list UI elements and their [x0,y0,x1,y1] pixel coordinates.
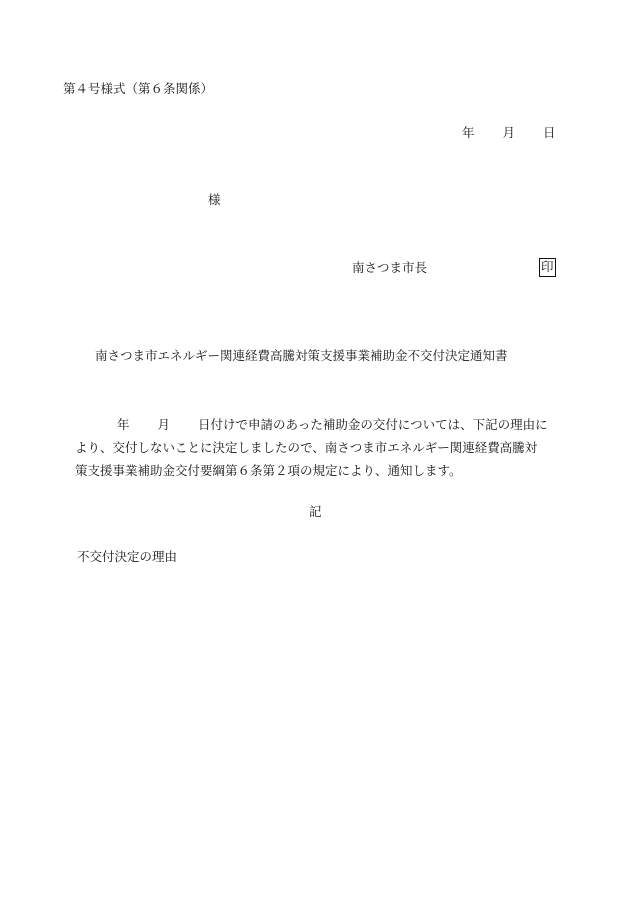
date-month: 月 [502,125,516,140]
date-line [462,127,556,140]
body-line-1-text: 日付けで申請のあった補助金の交付については、下記の理由に [198,417,548,432]
addressee-suffix: 様 [208,192,221,207]
date-day: 日 [543,125,556,140]
ki-heading: 記 [309,504,322,519]
document-title: 南さつま市エネルギー関連経費高騰対策支援事業補助金不交付決定通知書 [95,348,508,363]
date-year: 年 [462,125,475,140]
body-year: 年 [117,417,130,432]
body-line-1 [75,413,555,436]
reason-label: 不交付決定の理由 [77,549,178,564]
form-number: 第４号様式（第６条関係） [63,81,214,96]
body-line-2: より、交付しないことに決定しましたので、南さつま市エネルギー関連経費高騰対 [75,440,538,455]
body-line-3: 策支援事業補助金交付要綱第６条第２項の規定により、通知します。 [75,463,462,478]
seal-mark: 印 [539,258,556,277]
issuer-name: 南さつま市長 [352,260,428,275]
body-month: 月 [157,417,171,432]
body-paragraph [75,413,555,482]
